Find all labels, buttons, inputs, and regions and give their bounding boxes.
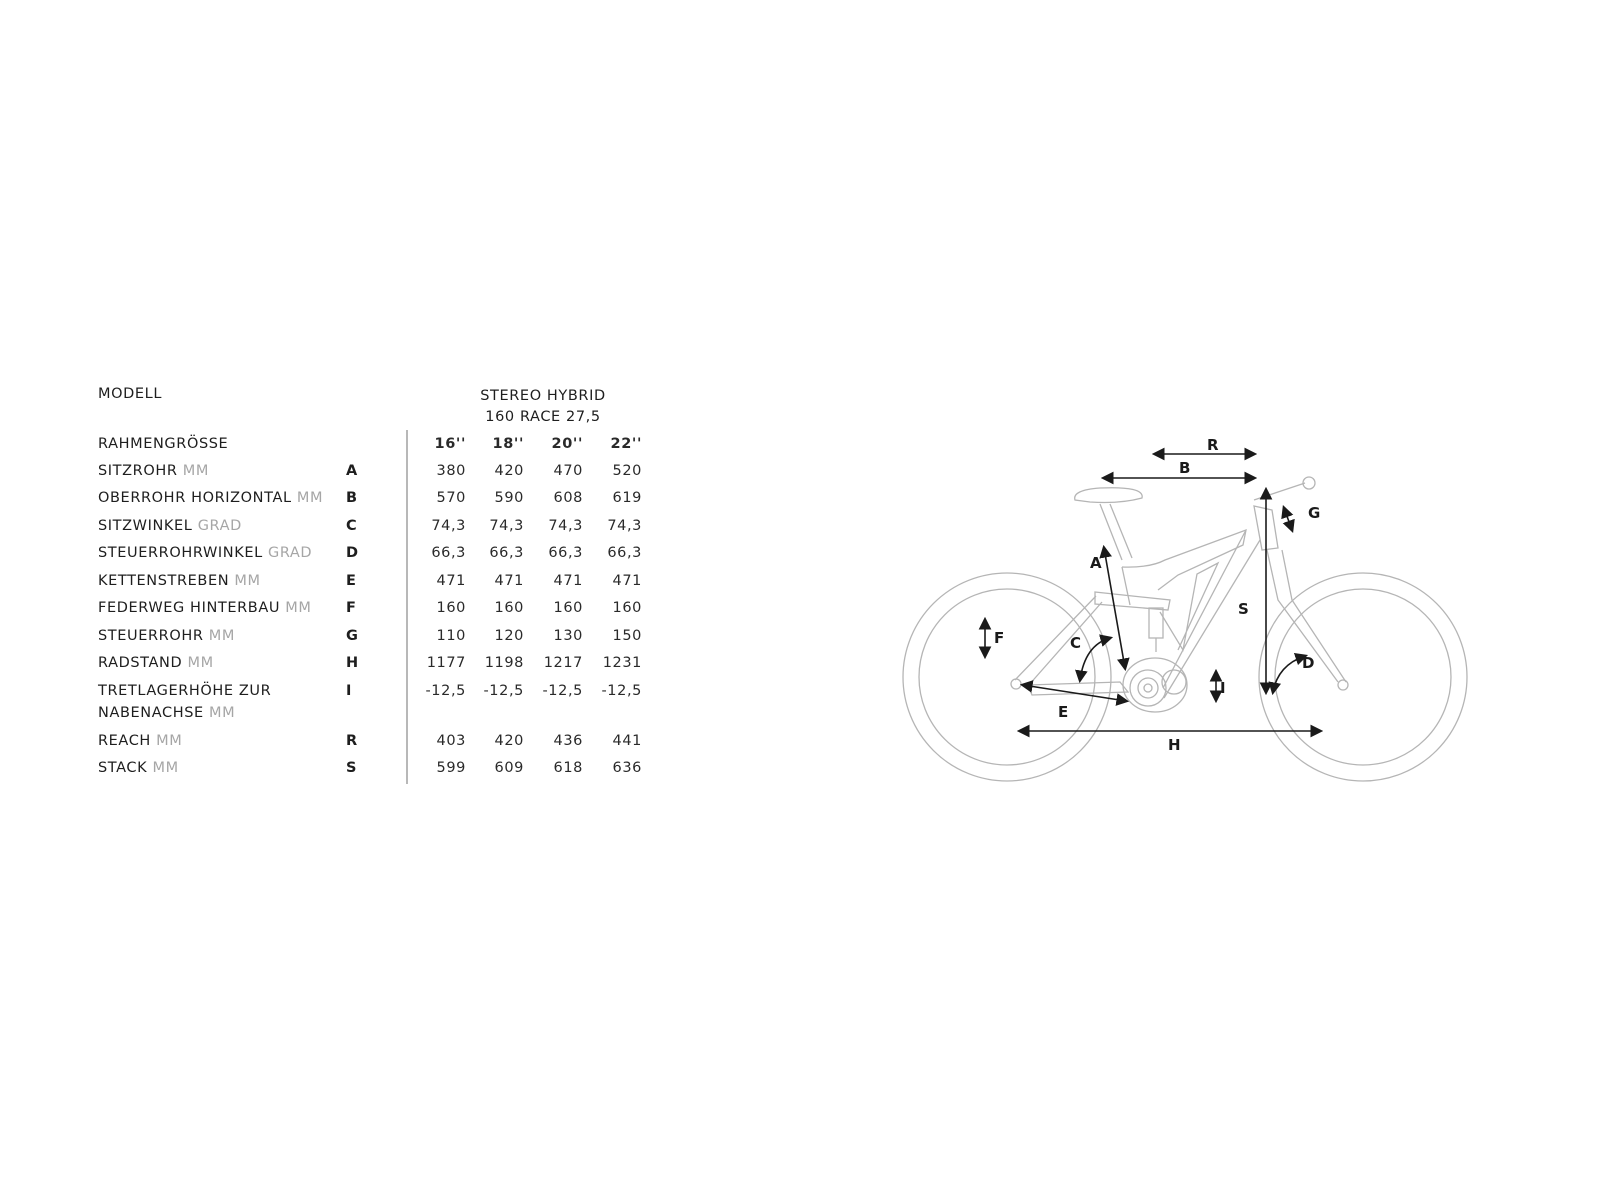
cell-value: 420 — [494, 463, 524, 479]
row-letter: D — [346, 545, 359, 561]
cell-value: 608 — [553, 490, 583, 506]
table-row — [98, 760, 658, 784]
row-unit: MM — [187, 655, 214, 671]
row-letter: R — [346, 733, 358, 749]
model-name-line1: STEREO HYBRID — [480, 388, 606, 404]
cell-value: 160 — [612, 600, 642, 616]
cell-value: 66,3 — [489, 545, 524, 561]
label-A: A — [1090, 554, 1102, 572]
row-label: STEUERROHRWINKEL — [98, 545, 263, 561]
dimension-labels — [994, 436, 1320, 754]
table-row — [98, 463, 658, 487]
cell-value: 150 — [612, 628, 642, 644]
row-label: STEUERROHR — [98, 628, 204, 644]
row-unit: GRAD — [267, 545, 313, 561]
cell-value: 470 — [553, 463, 583, 479]
cell-value: 120 — [494, 628, 524, 644]
cell-value: 636 — [612, 760, 642, 776]
row-label: SITZROHR — [98, 463, 178, 479]
cell-value: 441 — [612, 733, 642, 749]
label-C: C — [1070, 634, 1082, 652]
row-unit: GRAD — [197, 518, 242, 534]
cell-value: -12,5 — [601, 683, 642, 699]
table-row — [98, 655, 658, 679]
row-label: SITZWINKEL — [98, 518, 193, 534]
table-row — [98, 545, 658, 569]
row-letter: B — [346, 490, 358, 506]
label-G: G — [1308, 504, 1321, 522]
cell-value: -12,5 — [483, 683, 524, 699]
cell-value: 471 — [436, 573, 466, 589]
cell-value: 74,3 — [548, 518, 583, 534]
row-unit: MM — [156, 733, 183, 749]
bike-drawing — [903, 477, 1467, 781]
cell-value: 74,3 — [489, 518, 524, 534]
size-header: 18'' — [492, 436, 524, 452]
cell-value: -12,5 — [542, 683, 583, 699]
label-B: B — [1179, 459, 1191, 477]
cell-value: 471 — [612, 573, 642, 589]
cell-value: 110 — [436, 628, 466, 644]
cell-value: 160 — [436, 600, 466, 616]
row-label: REACH — [98, 733, 151, 749]
row-letter: H — [346, 655, 359, 671]
cell-value: 1217 — [543, 655, 583, 671]
size-label: RAHMENGRÖSSE — [98, 436, 229, 452]
row-unit: MM — [234, 573, 261, 589]
cell-value: 599 — [436, 760, 466, 776]
row-label: FEDERWEG HINTERBAU — [98, 600, 281, 616]
row-label: TRETLAGERHÖHE ZUR — [98, 683, 272, 699]
row-label: KETTENSTREBEN — [98, 573, 230, 589]
label-S: S — [1238, 600, 1249, 618]
label-E: E — [1058, 703, 1069, 721]
row-unit: MM — [296, 490, 324, 506]
row-label: RADSTAND — [98, 655, 183, 671]
row-label-line2: NABENACHSE — [98, 705, 204, 721]
dimension-arrows — [985, 454, 1320, 731]
row-label: OBERROHR HORIZONTAL — [98, 490, 292, 506]
cell-value: 436 — [553, 733, 583, 749]
cell-value: 403 — [436, 733, 466, 749]
size-header: 16'' — [434, 436, 466, 452]
row-unit: MM — [208, 628, 235, 644]
table-row — [98, 490, 658, 514]
cell-value: 590 — [494, 490, 524, 506]
row-letter: E — [346, 573, 357, 589]
row-letter: C — [346, 518, 358, 534]
label-D: D — [1302, 654, 1315, 672]
model-label: MODELL — [98, 386, 163, 402]
model-name-line2: 160 RACE 27,5 — [485, 409, 601, 425]
cell-value: 1177 — [426, 655, 466, 671]
cell-value: 130 — [553, 628, 583, 644]
cell-value: 420 — [494, 733, 524, 749]
row-letter: G — [346, 628, 359, 644]
cell-value: 74,3 — [431, 518, 466, 534]
bike-geometry-diagram — [900, 420, 1480, 800]
cell-value: 570 — [436, 490, 466, 506]
cell-value: 160 — [494, 600, 524, 616]
size-header-row — [98, 436, 658, 460]
cell-value: 618 — [553, 760, 583, 776]
cell-value: 609 — [494, 760, 524, 776]
row-letter: A — [346, 463, 358, 479]
cell-value: 1198 — [484, 655, 524, 671]
row-letter: I — [346, 683, 352, 699]
cell-value: 471 — [494, 573, 524, 589]
table-row — [98, 733, 658, 757]
cell-value: 74,3 — [607, 518, 642, 534]
cell-value: 619 — [612, 490, 642, 506]
label-H: H — [1168, 736, 1181, 754]
cell-value: 66,3 — [607, 545, 642, 561]
cell-value: 66,3 — [431, 545, 466, 561]
label-F: F — [994, 629, 1005, 647]
size-header: 22'' — [610, 436, 642, 452]
row-unit: MM — [182, 463, 209, 479]
row-letter: F — [346, 600, 357, 616]
row-unit: MM — [152, 760, 179, 776]
model-name — [443, 386, 643, 428]
label-R: R — [1207, 436, 1219, 454]
table-row — [98, 518, 658, 542]
cell-value: 66,3 — [548, 545, 583, 561]
row-unit: MM — [285, 600, 312, 616]
table-row — [98, 683, 658, 731]
cell-value: -12,5 — [425, 683, 466, 699]
row-letter: S — [346, 760, 358, 776]
row-unit: MM — [209, 705, 236, 721]
cell-value: 1231 — [602, 655, 642, 671]
row-label: STACK — [98, 760, 148, 776]
table-row — [98, 600, 658, 624]
table-row — [98, 628, 658, 652]
label-I: I — [1220, 679, 1226, 697]
size-header: 20'' — [551, 436, 583, 452]
cell-value: 471 — [553, 573, 583, 589]
table-row — [98, 573, 658, 597]
cell-value: 160 — [553, 600, 583, 616]
cell-value: 380 — [436, 463, 466, 479]
cell-value: 520 — [612, 463, 642, 479]
